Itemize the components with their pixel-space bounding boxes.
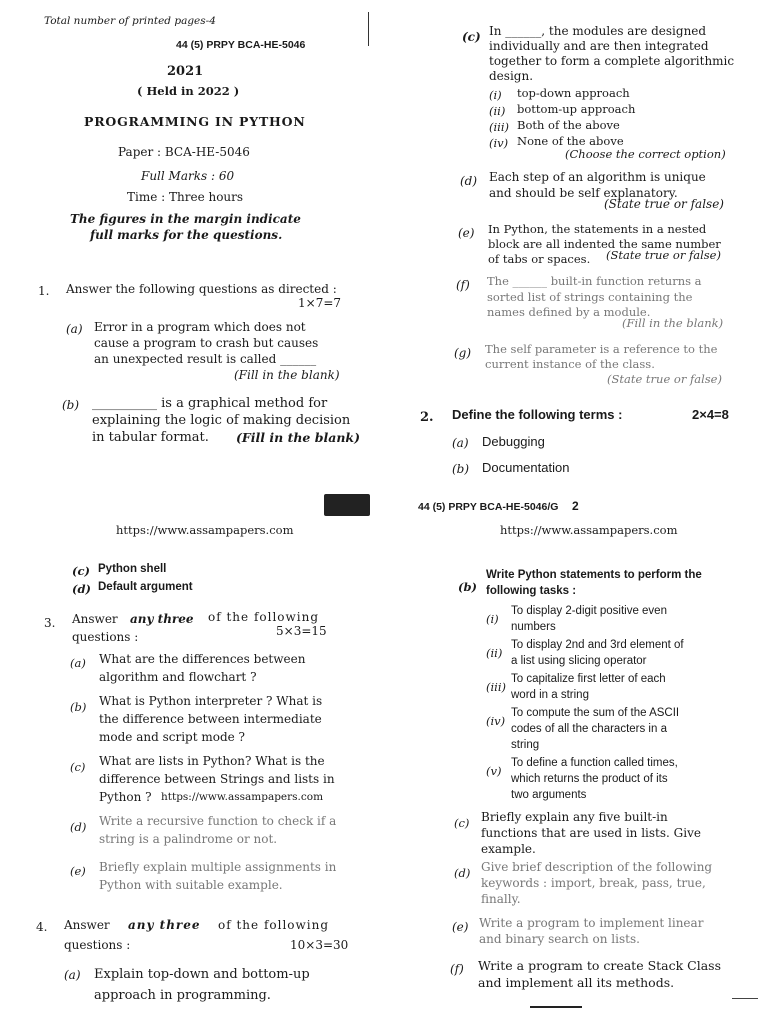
q4b-v-line-1: To define a function called times, [511, 757, 678, 769]
q3a-label: (a) [70, 656, 86, 670]
q2-number: 2. [420, 410, 434, 425]
q3b-line-2: the difference between intermediate [99, 712, 322, 726]
full-marks: Full Marks : 60 [141, 169, 235, 183]
q1g-line-2: current instance of the class. [485, 357, 655, 371]
q3-marks: 5×3=15 [276, 624, 327, 638]
q3-any-three: any three [130, 612, 194, 626]
q4c-line-1: Briefly explain any five built-in [481, 810, 668, 824]
q1c-note: (Choose the correct option) [565, 147, 726, 161]
q4b-v-line-2: which returns the product of its [511, 773, 668, 785]
q2b-label: (b) [452, 462, 470, 476]
pen-mark [368, 12, 369, 46]
q1e-line-3: of tabs or spaces. [488, 252, 591, 266]
q1e-line-2: block are all indented the same number [488, 237, 721, 251]
q1e-line-1: In Python, the statements in a nested [488, 222, 707, 236]
q4b-label: (b) [458, 580, 477, 594]
q4c-line-2: functions that are used in lists. Give [481, 826, 701, 840]
q1g-label: (g) [454, 346, 472, 360]
q4a-line-1: Explain top-down and bottom-up [94, 967, 310, 982]
q4d-line-1: Give brief description of the following [481, 860, 713, 874]
q1c-opt2-label: (ii) [489, 104, 506, 118]
q2c-text: Python shell [98, 563, 167, 575]
q4b-iv-label: (iv) [486, 714, 506, 728]
q1c-line-2: individually and are then integrated [489, 39, 709, 53]
q3c-line-2: difference between Strings and lists in [99, 772, 335, 786]
q4a-label: (a) [64, 968, 81, 982]
q1g-note: (State true or false) [607, 372, 722, 386]
q1b-note: (Fill in the blank) [236, 430, 360, 445]
q4e-line-1: Write a program to implement linear [479, 916, 704, 930]
margin-mark [732, 998, 758, 999]
q1f-note: (Fill in the blank) [622, 316, 724, 330]
page-code: 44 (5) PRPY BCA-HE-5046/G [418, 501, 559, 513]
q4d-label: (d) [454, 866, 471, 880]
held-year: ( Held in 2022 ) [137, 84, 240, 98]
q4b-iv-line-2: codes of all the characters in a [511, 723, 667, 735]
scan-blot [324, 494, 370, 516]
total-pages: Total number of printed pages-4 [44, 15, 216, 27]
q1c-opt1-text: top-down approach [517, 86, 630, 100]
time-line: Time : Three hours [127, 190, 244, 204]
q1c-label: (c) [462, 30, 481, 44]
q4-text-1: Answer [64, 918, 110, 932]
q2a-label: (a) [452, 436, 469, 450]
q4b-i-line-2: numbers [511, 621, 556, 633]
q3c-line-1: What are lists in Python? What is the [99, 754, 325, 768]
q1d-line-2: and should be self explanatory. [489, 186, 678, 200]
q1-number: 1. [38, 284, 50, 298]
q4-text-3: questions : [64, 938, 131, 952]
q1a-line-2: cause a program to crash but causes [94, 336, 319, 350]
url-right[interactable]: https://www.assampapers.com [500, 523, 678, 537]
q4e-label: (e) [452, 920, 469, 934]
q3a-line-2: algorithm and flowchart ? [99, 670, 257, 684]
page-number: 2 [572, 499, 579, 513]
q1f-label: (f) [456, 278, 470, 292]
q3e-label: (e) [70, 864, 86, 878]
q4b-i-line-1: To display 2-digit positive even [511, 605, 667, 617]
q1c-opt4-label: (iv) [489, 136, 509, 150]
q3b-line-3: mode and script mode ? [99, 730, 245, 744]
q4b-iii-label: (iii) [486, 680, 507, 694]
q1-text: Answer the following questions as directed : [66, 282, 337, 296]
q1f-line-2: sorted list of strings containing the [487, 290, 693, 304]
q4c-label: (c) [454, 816, 470, 830]
end-rule [530, 1006, 582, 1008]
q2-text: Define the following terms : [452, 407, 623, 422]
q4b-v-label: (v) [486, 764, 502, 778]
subject-title: PROGRAMMING IN PYTHON [84, 114, 306, 129]
q1b-line-2: explaining the logic of making decision [92, 413, 351, 428]
q1c-line-1: In ______, the modules are designed [489, 24, 707, 38]
q3-number: 3. [44, 616, 56, 630]
q4a-line-2: approach in programming. [94, 988, 271, 1003]
q2b-text: Documentation [482, 460, 570, 475]
q4b-ii-label: (ii) [486, 646, 503, 660]
q1a-line-3: an unexpected result is called ______ [94, 352, 317, 366]
q4b-i-label: (i) [486, 612, 499, 626]
q3d-line-1: Write a recursive function to check if a [99, 814, 337, 828]
instruction-line-1: The figures in the margin indicate [70, 212, 301, 226]
q3d-line-2: string is a palindrome or not. [99, 832, 278, 846]
q4f-label: (f) [450, 962, 464, 976]
q4d-line-3: finally. [481, 892, 521, 906]
q2-marks: 2×4=8 [692, 407, 729, 422]
url-left[interactable]: https://www.assampapers.com [116, 523, 294, 537]
q4e-line-2: and binary search on lists. [479, 932, 640, 946]
q1b-line-1: __________ is a graphical method for [92, 396, 328, 411]
q1d-note: (State true or false) [604, 197, 724, 211]
q1g-line-1: The self parameter is a reference to the [485, 342, 718, 356]
q2d-label: (d) [72, 582, 91, 596]
q1c-line-3: together to form a complete algorithmic [489, 54, 735, 68]
q3b-line-1: What is Python interpreter ? What is [99, 694, 323, 708]
q1a-line-1: Error in a program which does not [94, 320, 306, 334]
q1c-opt3-label: (iii) [489, 120, 510, 134]
q1c-opt4-text: None of the above [517, 134, 624, 148]
q4-text-2: of the following [218, 918, 330, 932]
q4b-ii-line-1: To display 2nd and 3rd element of [511, 639, 684, 651]
q4f-line-2: and implement all its methods. [478, 975, 675, 990]
instruction-line-2: full marks for the questions. [90, 228, 283, 242]
q4-number: 4. [36, 920, 48, 934]
q1-marks: 1×7=7 [298, 296, 342, 310]
q3c-line-3: Python ? [99, 790, 152, 804]
q1c-opt1-label: (i) [489, 88, 502, 102]
q2a-text: Debugging [482, 434, 545, 449]
q4-marks: 10×3=30 [290, 938, 349, 952]
q4b-iii-line-1: To capitalize first letter of each [511, 673, 666, 685]
q3-text-2: of the following [208, 610, 320, 624]
q4f-line-1: Write a program to create Stack Class [478, 958, 722, 973]
q4b-iv-line-3: string [511, 739, 540, 751]
q3e-line-1: Briefly explain multiple assignments in [99, 860, 337, 874]
q4b-v-line-3: two arguments [511, 789, 587, 801]
q1e-label: (e) [458, 226, 475, 240]
q1c-opt3-text: Both of the above [517, 118, 620, 132]
q3-text-3: questions : [72, 630, 139, 644]
q3-text-1: Answer [72, 612, 118, 626]
q1f-line-3: names defined by a module. [487, 305, 651, 319]
q1d-line-1: Each step of an algorithm is unique [489, 170, 706, 184]
q1a-label: (a) [66, 322, 83, 336]
q3c-label: (c) [70, 760, 86, 774]
q1d-label: (d) [460, 174, 478, 188]
q2c-label: (c) [72, 564, 90, 578]
q1f-line-1: The ______ built-in function returns a [487, 274, 702, 288]
q1c-line-4: design. [489, 69, 534, 83]
q1e-note: (State true or false) [606, 248, 721, 262]
q4d-line-2: keywords : import, break, pass, true, [481, 876, 706, 890]
q3c-url[interactable]: https://www.assampapers.com [161, 791, 324, 803]
q3a-line-1: What are the differences between [99, 652, 306, 666]
q3d-label: (d) [70, 820, 87, 834]
q3e-line-2: Python with suitable example. [99, 878, 283, 892]
q2d-text: Default argument [98, 581, 193, 593]
q3b-label: (b) [70, 700, 87, 714]
q1b-label: (b) [62, 398, 80, 412]
q4b-line-1: Write Python statements to perform the [486, 569, 702, 581]
q4b-line-2: following tasks : [486, 585, 577, 597]
paper-line: Paper : BCA-HE-5046 [118, 145, 250, 159]
q4b-iv-line-1: To compute the sum of the ASCII [511, 707, 680, 719]
q1c-opt2-text: bottom-up approach [517, 102, 636, 116]
q4c-line-3: example. [481, 842, 536, 856]
q4b-iii-line-2: word in a string [511, 689, 589, 701]
q4-any-three: any three [128, 918, 201, 932]
q1b-line-3: in tabular format. [92, 430, 209, 445]
paper-code: 44 (5) PRPY BCA-HE-5046 [176, 39, 306, 51]
q1a-note: (Fill in the blank) [234, 368, 340, 382]
q4b-ii-line-2: a list using slicing operator [511, 655, 647, 667]
year: 2021 [167, 64, 204, 79]
